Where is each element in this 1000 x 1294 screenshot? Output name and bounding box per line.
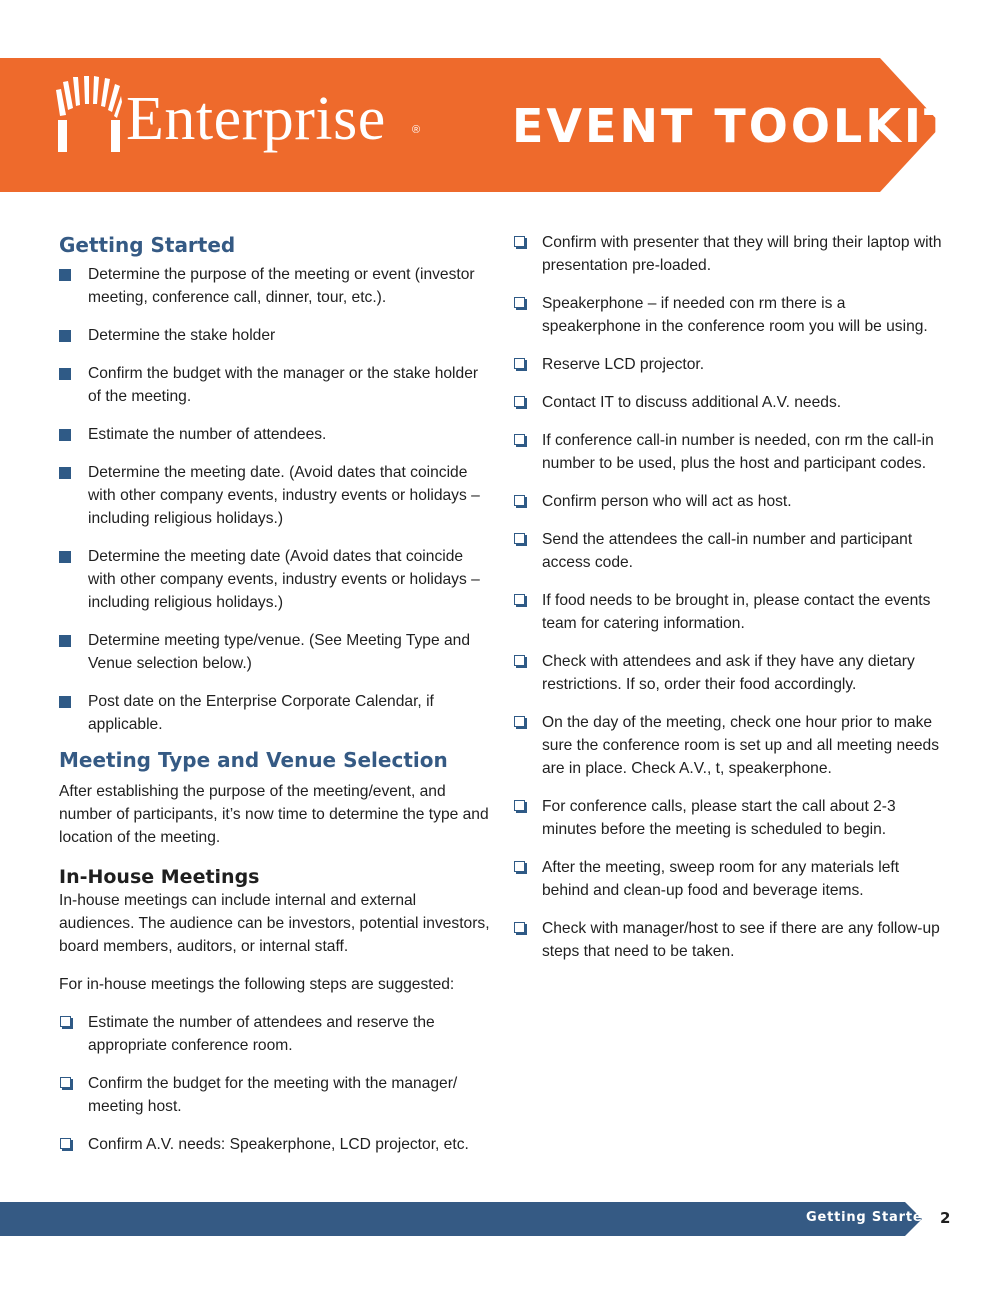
right-checklist (513, 231, 943, 963)
checklist-item-text: If food needs to be brought in, please contact the events team for catering information. (542, 592, 931, 632)
right-column (513, 231, 943, 978)
checkbox-bullet-icon (514, 396, 525, 407)
square-bullet-icon (59, 696, 71, 708)
square-bullet-icon (59, 635, 71, 647)
square-bullet-icon (59, 368, 71, 380)
list-item-text: Confirm the budget with the manager or the stake holder of the meeting. (88, 365, 479, 405)
checklist-item (59, 1072, 491, 1118)
list-item-text: Determine the meeting date. (Avoid dates that coincide with other company events, industry events or holidays – including religious holidays.) (88, 464, 480, 527)
list-item (59, 690, 491, 736)
checkbox-bullet-icon (514, 922, 525, 933)
list-item-text: Determine meeting type/venue. (See Meeting Type and Venue selection below.) (88, 632, 470, 672)
checklist-item (513, 429, 943, 475)
checkbox-bullet-icon (514, 495, 525, 506)
checklist-item-text: If conference call-in number is needed, con rm the call-in number to be used, plus the host and participant codes. (542, 432, 934, 472)
checklist-item-text: Confirm with presenter that they will bring their laptop with presentation pre-loaded. (542, 234, 942, 274)
page-number: 2 (940, 1209, 951, 1227)
checkbox-bullet-icon (60, 1138, 71, 1149)
checklist-item-text: Send the attendees the call-in number and participant access code. (542, 531, 913, 571)
venue-intro-text: After establishing the purpose of the meeting/event, and number of participants, it’s now time to determine the type and location of the meeting. (59, 783, 489, 846)
list-item (59, 545, 491, 614)
page-title: EVENT TOOLKIT (512, 99, 959, 153)
list-item-text: Determine the purpose of the meeting or event (investor meeting, conference call, dinner, tour, etc.). (88, 266, 475, 306)
checklist-item-text: Check with manager/host to see if there are any follow-up steps that need to be taken. (542, 920, 940, 960)
checklist-item (513, 490, 943, 513)
checklist-item-text: Contact IT to discuss additional A.V. needs. (542, 394, 842, 411)
checklist-item-text: Estimate the number of attendees and reserve the appropriate conference room. (88, 1014, 435, 1054)
checkbox-bullet-icon (514, 236, 525, 247)
checklist-item (59, 1011, 491, 1057)
list-item (59, 423, 491, 446)
checklist-item-text: For conference calls, please start the call about 2-3 minutes before the meeting is scheduled to begin. (542, 798, 896, 838)
checklist-item (513, 292, 943, 338)
checklist-item (513, 917, 943, 963)
checklist-item-text: On the day of the meeting, check one hour prior to make sure the conference room is set up and all meeting needs are in place. Check A.V., t, speakerphone. (542, 714, 940, 777)
checklist-item (513, 711, 943, 780)
checklist-item-text: After the meeting, sweep room for any materials left behind and clean-up food and beverage items. (542, 859, 900, 899)
enterprise-logo-wordmark: Enterprise (126, 85, 386, 153)
footer-section-label: Getting Started (806, 1210, 933, 1225)
checklist-item (513, 391, 943, 414)
checklist-item (513, 353, 943, 376)
getting-started-heading: Getting Started (59, 233, 236, 257)
list-item (59, 324, 491, 347)
checkbox-bullet-icon (514, 297, 525, 308)
checklist-item (59, 1133, 491, 1156)
checkbox-bullet-icon (514, 594, 525, 605)
enterprise-sun-logo-icon (56, 76, 122, 152)
checklist-item-text: Reserve LCD projector. (542, 356, 705, 373)
list-item-text: Post date on the Enterprise Corporate Calendar, if applicable. (88, 693, 434, 733)
checklist-item-text: Confirm A.V. needs: Speakerphone, LCD projector, etc. (88, 1136, 469, 1153)
list-item-text: Determine the meeting date (Avoid dates that coincide with other company events, industry events or holidays – including religious holidays.) (88, 548, 480, 611)
checklist-item (513, 650, 943, 696)
checklist-item (513, 528, 943, 574)
list-item-text: Determine the stake holder (88, 327, 276, 344)
checklist-item (513, 589, 943, 635)
checkbox-bullet-icon (60, 1077, 71, 1088)
venue-selection-heading: Meeting Type and Venue Selection (59, 748, 448, 772)
checkbox-bullet-icon (514, 533, 525, 544)
square-bullet-icon (59, 551, 71, 563)
list-item-text: Estimate the number of attendees. (88, 426, 327, 443)
checkbox-bullet-icon (514, 655, 525, 666)
square-bullet-icon (59, 467, 71, 479)
square-bullet-icon (59, 429, 71, 441)
checklist-item (513, 231, 943, 277)
list-item (59, 629, 491, 675)
checklist-item-text: Check with attendees and ask if they have any dietary restrictions. If so, order their food accordingly. (542, 653, 915, 693)
in-house-checklist (59, 1011, 491, 1156)
in-house-heading: In-House Meetings (59, 866, 260, 888)
checkbox-bullet-icon (514, 358, 525, 369)
checkbox-bullet-icon (514, 434, 525, 445)
list-item (59, 461, 491, 530)
checklist-item (513, 795, 943, 841)
registered-mark: ® (412, 124, 421, 136)
checkbox-bullet-icon (514, 861, 525, 872)
checklist-item-text: Confirm person who will act as host. (542, 493, 792, 510)
footer-bar (0, 1202, 925, 1236)
getting-started-list (59, 263, 491, 736)
in-house-intro-text: In-house meetings can include internal and external audiences. The audience can be investors, potential investors, board members, auditors, or internal staff. (59, 892, 490, 955)
checklist-item-text: Speakerphone – if needed con rm there is a speakerphone in the conference room you will be using. (542, 295, 928, 335)
in-house-lead-text: For in-house meetings the following steps are suggested: (59, 976, 455, 993)
square-bullet-icon (59, 330, 71, 342)
checklist-item (513, 856, 943, 902)
left-column (59, 231, 491, 1171)
square-bullet-icon (59, 269, 71, 281)
list-item (59, 362, 491, 408)
checklist-item-text: Confirm the budget for the meeting with the manager/ meeting host. (88, 1075, 458, 1115)
checkbox-bullet-icon (514, 800, 525, 811)
checkbox-bullet-icon (60, 1016, 71, 1027)
checkbox-bullet-icon (514, 716, 525, 727)
list-item (59, 263, 491, 309)
